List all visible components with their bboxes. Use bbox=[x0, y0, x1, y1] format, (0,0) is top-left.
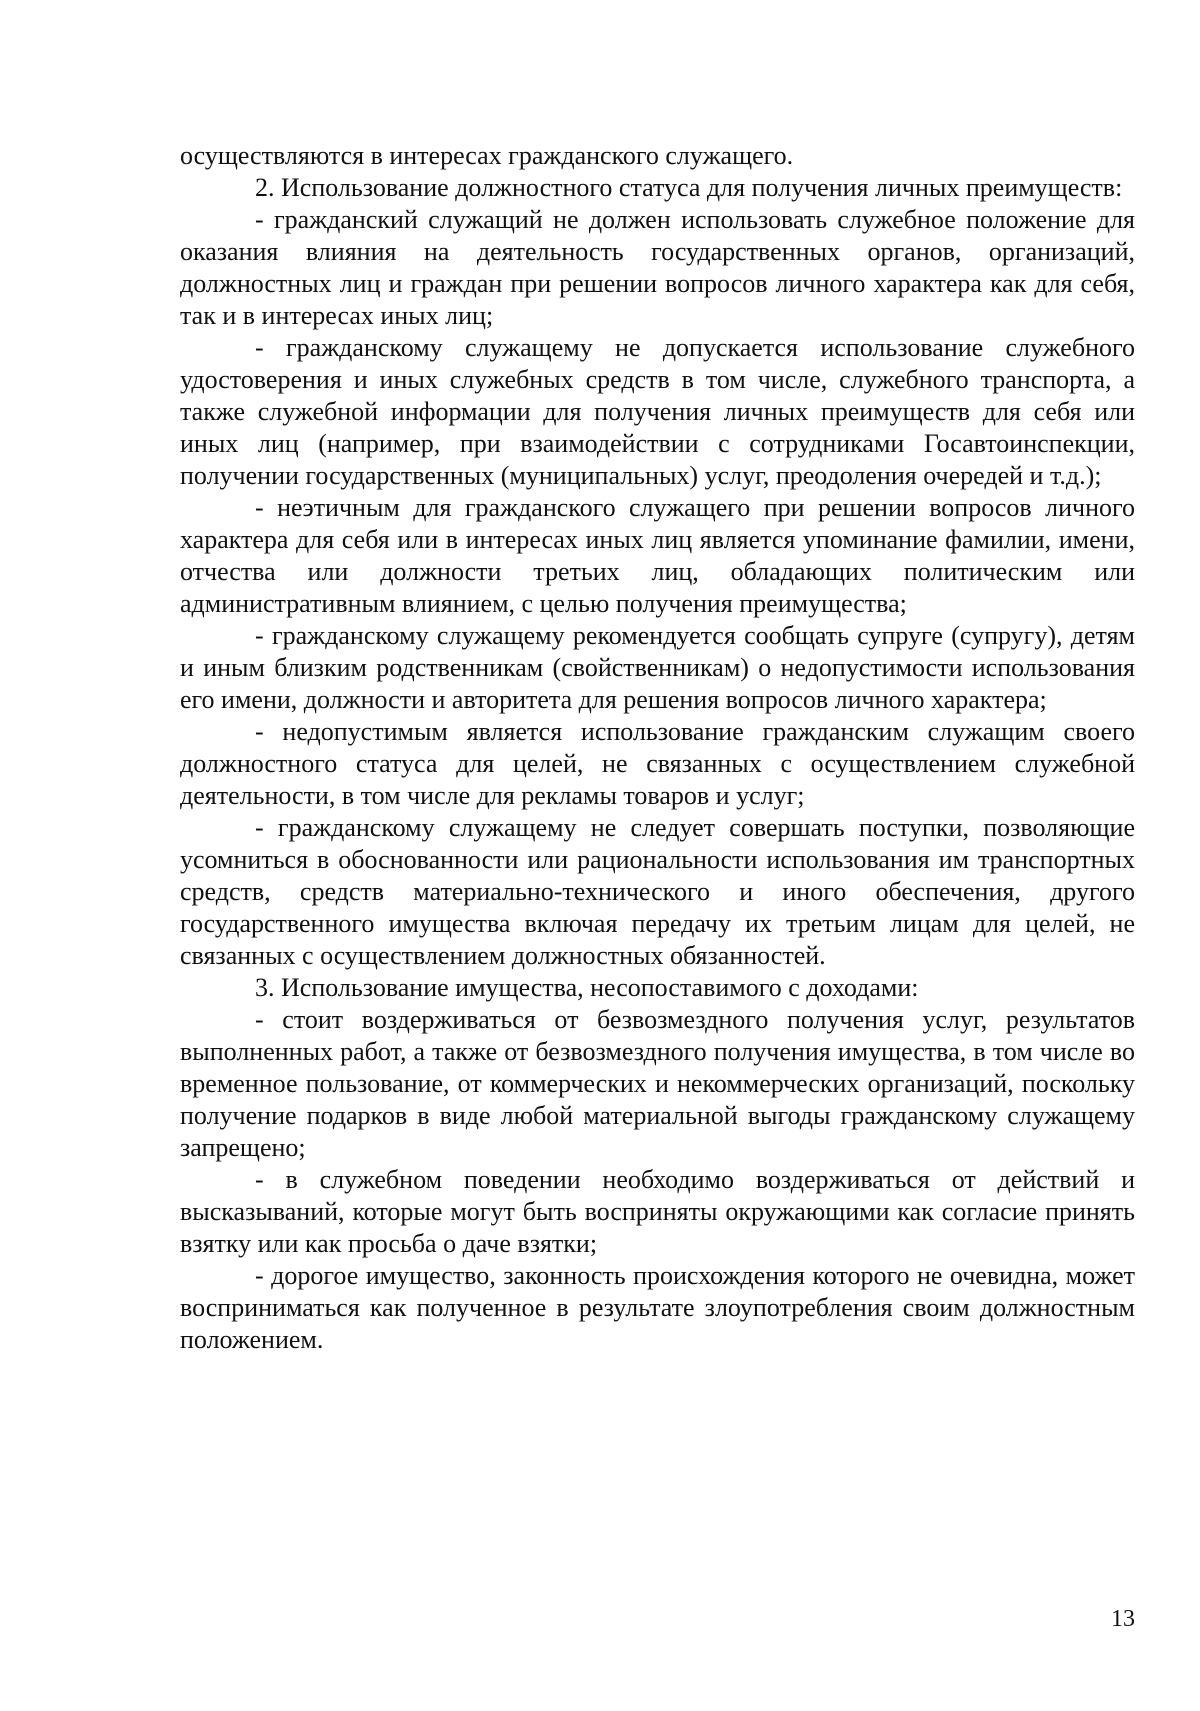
paragraph: - в служебном поведении необходимо воздерживаться от действий и высказываний, которые могут быть восприняты окружающими как согласие принять взятку или как просьба о даче взятки; bbox=[180, 1165, 1135, 1258]
document-body bbox=[180, 140, 1135, 1356]
paragraph: - неэтичным для гражданского служащего при решении вопросов личного характера для себя или в интересах иных лиц является упоминание фамилии, имени, отчества или должности третьих лиц, обладающих политическим или административным влиянием, с целью получения преимущества; bbox=[180, 493, 1135, 618]
paragraph: - гражданскому служащему не следует совершать поступки, позволяющие усомниться в обоснованности или рациональности использования им транспортных средств, средств материально-технического и иного обеспечения, другого государственного имущества включая передачу их третьим лицам для целей, не связанных с осуществлением должностных обязанностей. bbox=[180, 813, 1135, 970]
paragraph: - гражданскому служащему не допускается использование служебного удостоверения и иных служебных средств в том числе, служебного транспорта, а также служебной информации для получения личных преимуществ для себя или иных лиц (например, при взаимодействии с сотрудниками Госавтоинспекции, получении государственных (муниципальных) услуг, преодоления очередей и т.д.); bbox=[180, 333, 1135, 490]
page-number: 13 bbox=[1111, 1606, 1135, 1632]
paragraph: - стоит воздерживаться от безвозмездного получения услуг, результатов выполненных работ, а также от безвозмездного получения имущества, в том числе во временное пользование, от коммерческих и некоммерческих организаций, поскольку получение подарков в виде любой материальной выгоды гражданскому служащему запрещено; bbox=[180, 1005, 1135, 1162]
paragraph: - гражданский служащий не должен использовать служебное положение для оказания влияния на деятельность государственных органов, организаций, должностных лиц и граждан при решении вопросов личного характера как для себя, так и в интересах иных лиц; bbox=[180, 205, 1135, 330]
paragraph: - гражданскому служащему рекомендуется сообщать супруге (супругу), детям и иным близким родственникам (свойственникам) о недопустимости использования его имени, должности и авторитета для решения вопросов личного характера; bbox=[180, 621, 1135, 714]
paragraph-section-3-heading: 3. Использование имущества, несопоставимого с доходами: bbox=[255, 973, 919, 1002]
paragraph-continuation: осуществляются в интересах гражданского служащего. bbox=[180, 141, 794, 170]
paragraph-section-2-heading: 2. Использование должностного статуса для получения личных преимуществ: bbox=[255, 173, 1123, 202]
paragraph: - дорогое имущество, законность происхождения которого не очевидна, может восприниматься как полученное в результате злоупотребления своим должностным положением. bbox=[180, 1261, 1135, 1354]
paragraph: - недопустимым является использование гражданским служащим своего должностного статуса для целей, не связанных с осуществлением служебной деятельности, в том числе для рекламы товаров и услуг; bbox=[180, 717, 1135, 810]
